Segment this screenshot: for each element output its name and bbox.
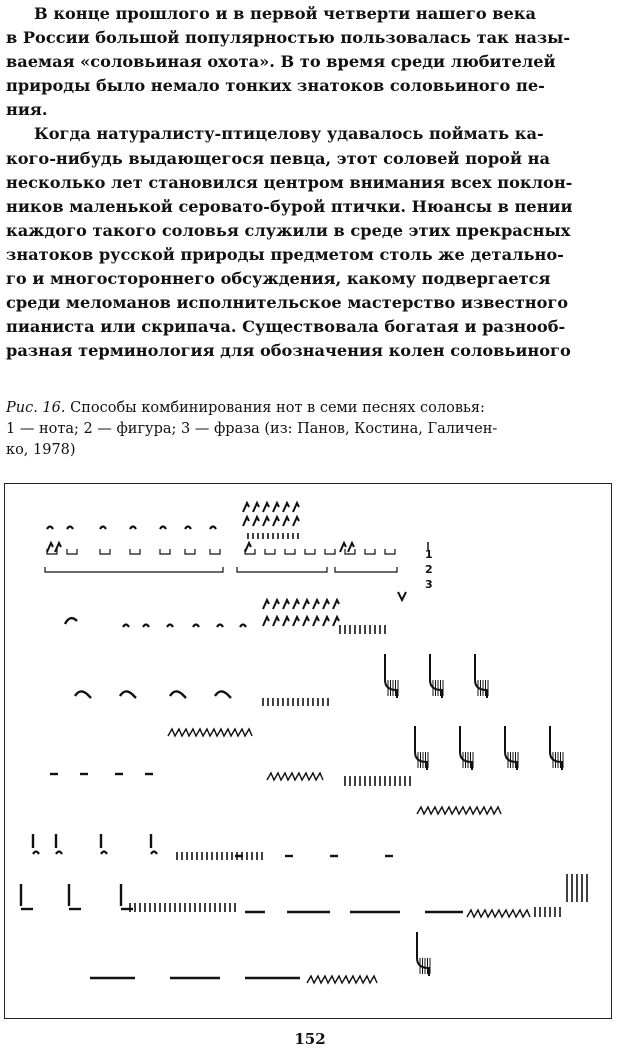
text-line: разная терминология для обозначения колен соловьиного [6, 341, 571, 361]
note-mark [193, 625, 199, 628]
text-line: каждого такого соловья служили в среде этих прекрасных [6, 220, 571, 240]
note-mark [313, 600, 319, 609]
note-mark [333, 617, 339, 626]
note-mark [348, 543, 354, 552]
caption-lead: Рис. 16. [6, 400, 66, 416]
paragraph-1 [6, 2, 614, 122]
text-line: В конце прошлого и в первой четверти нашего века [34, 4, 536, 23]
note-mark [293, 617, 299, 626]
figure-bracket [160, 549, 170, 554]
text-line: в России большой популярностью пользовалась так назы- [6, 28, 571, 48]
note-mark [273, 617, 279, 626]
arrow-mark [398, 592, 406, 600]
phrase-bracket [237, 567, 327, 572]
note-mark [283, 503, 289, 512]
figure-bracket [385, 549, 395, 554]
note-mark [263, 517, 269, 526]
note-mark [240, 625, 246, 628]
note-mark [333, 600, 339, 609]
note-mark [313, 617, 319, 626]
text-line: ников маленькой серовато-бурой птички. Нюансы в пении [6, 196, 573, 216]
note-mark [217, 625, 223, 628]
text-line: природы было немало тонких знатоков соловьиного пе- [6, 76, 545, 96]
figure-bracket [365, 549, 375, 554]
figure-bracket [325, 549, 335, 554]
note-mark [210, 527, 216, 530]
note-mark [143, 625, 149, 628]
paragraph-2 [6, 122, 614, 363]
note-mark [65, 618, 77, 624]
figure-bracket [285, 549, 295, 554]
note-mark [273, 503, 279, 512]
body-text [6, 2, 614, 363]
figure-bracket [210, 549, 220, 554]
note-mark [303, 617, 309, 626]
note-mark [293, 600, 299, 609]
caption-line: ко, 1978) [6, 442, 76, 458]
figure-bracket [265, 549, 275, 554]
legend-label-phrase: 3 [425, 578, 433, 591]
figure-bracket [305, 549, 315, 554]
note-mark [293, 503, 299, 512]
note-mark [160, 527, 166, 530]
note-mark [263, 617, 269, 626]
text-line: пианиста или скрипача. Существовала богатая и разнооб- [6, 317, 566, 337]
caption-text: Способы комбинирования нот в семи песнях соловья: [70, 400, 485, 416]
note-mark [283, 600, 289, 609]
text-line: несколько лет становился центром внимания всех поклон- [6, 172, 573, 192]
text-line: кого-нибудь выдающегося певца, этот соловей порой на [6, 148, 550, 168]
note-mark [101, 852, 107, 855]
song-diagram [5, 484, 610, 1017]
note-mark [253, 503, 259, 512]
text-line: знатоков русской природы предметом столь же детально- [6, 244, 564, 264]
note-mark [283, 617, 289, 626]
text-line: среди меломанов исполнительское мастерство известного [6, 293, 569, 313]
figure-caption [6, 398, 614, 461]
trill-mark [307, 976, 377, 983]
note-mark [56, 852, 62, 855]
text-line: ния. [6, 100, 48, 120]
note-mark [33, 852, 39, 855]
song-diagram-figure [4, 483, 612, 1019]
note-mark [323, 617, 329, 626]
note-mark [293, 517, 299, 526]
trill-mark [467, 910, 530, 917]
text-line: го и многостороннего обсуждения, какому подвергается [6, 269, 551, 289]
phrase-bracket [335, 567, 397, 572]
phrase-bracket [45, 567, 223, 572]
note-mark [273, 517, 279, 526]
note-mark [55, 543, 61, 552]
note-mark [185, 527, 191, 530]
note-mark [323, 600, 329, 609]
note-mark [215, 691, 231, 698]
note-mark [263, 503, 269, 512]
caption-line: 1 — нота; 2 — фигура; 3 — фраза (из: Панов, Костина, Галичен- [6, 421, 498, 437]
trill-mark [168, 729, 252, 736]
text-line: Когда натуралисту-птицелову удавалось поймать ка- [34, 124, 544, 144]
note-mark [167, 625, 173, 628]
trill-mark [267, 773, 323, 780]
figure-bracket [67, 549, 77, 554]
note-mark [243, 517, 249, 526]
legend-label-figure: 2 [425, 563, 433, 576]
note-mark [253, 517, 259, 526]
legend-label-note: 1 [425, 548, 433, 561]
note-mark [283, 517, 289, 526]
note-mark [170, 691, 186, 698]
note-mark [100, 527, 106, 530]
caption-line [6, 398, 614, 419]
note-mark [303, 600, 309, 609]
figure-bracket [100, 549, 110, 554]
trill-mark [417, 807, 501, 814]
note-mark [75, 691, 91, 698]
note-mark [123, 625, 129, 628]
page-number: 152 [294, 1030, 326, 1048]
text-line: ваемая «соловьиная охота». В то время среди любителей [6, 52, 556, 72]
note-mark [130, 527, 136, 530]
figure-bracket [185, 549, 195, 554]
note-mark [263, 600, 269, 609]
figure-bracket [130, 549, 140, 554]
note-mark [67, 527, 73, 530]
note-mark [47, 527, 53, 530]
note-mark [273, 600, 279, 609]
note-mark [47, 543, 53, 552]
note-mark [120, 691, 136, 698]
note-mark [245, 543, 251, 552]
note-mark [243, 503, 249, 512]
note-mark [151, 852, 157, 855]
